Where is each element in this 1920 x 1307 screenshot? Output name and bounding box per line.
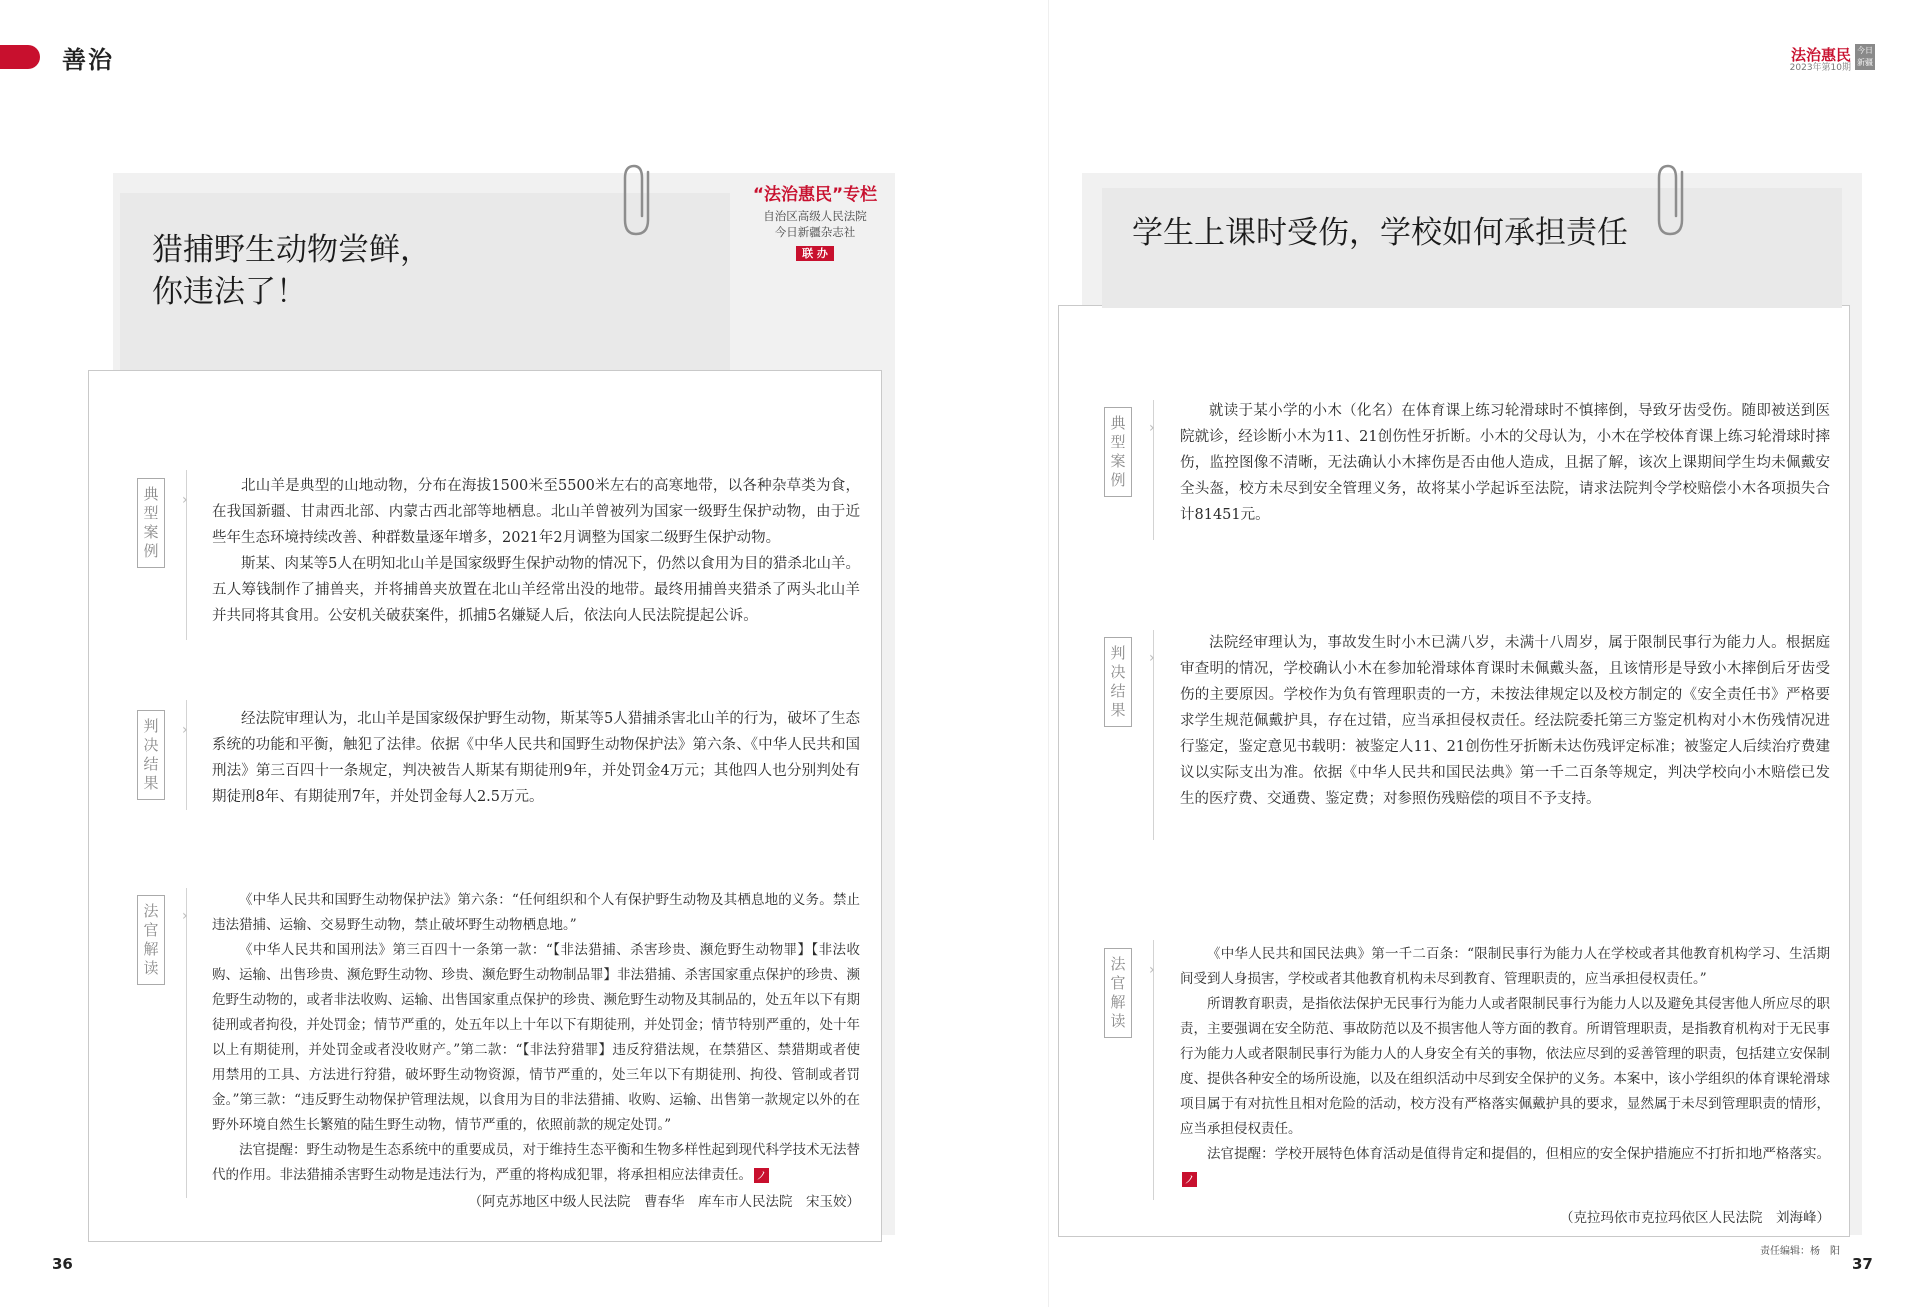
left-article-title-line1: 猎捕野生动物尝鲜， [152, 232, 431, 268]
magazine-issue: 2023年第10期 [1789, 63, 1851, 73]
article-end-mark: ノ [1184, 1173, 1195, 1186]
magazine-name: 法治惠民 [1790, 46, 1851, 64]
column-info-title: “法治惠民”专栏 [752, 185, 878, 205]
column-info [740, 180, 890, 261]
left-case-paragraph: 北山羊是典型的山地动物，分布在海拔1500米至5500米左右的高寒地带，以各种杂草类为食，在我国新疆、甘肃西北部、内蒙古西北部等地栖息。北山羊曾被列为国家一级野生保护动物，由于近些年生态环境持续改善、种群数量逐年增多，2021年2月调整为国家二级野生保护动物。 [212, 478, 860, 546]
left-page-number: 36 [52, 1255, 73, 1273]
column-info-org1: 自治区高级人民法院 [763, 209, 867, 223]
magazine-logo-line1: 今日 [1857, 46, 1873, 55]
right-signature: （克拉玛依市克拉玛依区人民法院 刘海峰） [1560, 1210, 1830, 1226]
left-judge-paragraph: 《中华人民共和国野生动物保护法》第六条：“任何组织和个人有保护野生动物及其栖息地的义务。禁止违法猎捕、运输、交易野生动物，禁止破坏野生动物栖息地。” [212, 892, 860, 933]
left-label-case: 典型案例 [137, 478, 165, 568]
left-label-line-verdict [186, 700, 187, 810]
left-label-verdict: 判决结果 [137, 710, 165, 800]
magazine-logo-line2: 新疆 [1857, 58, 1873, 67]
chevron-right-icon: › [1149, 962, 1155, 978]
right-title-box [1102, 188, 1842, 308]
left-judge-tip [212, 1138, 860, 1188]
left-verdict-paragraph: 经法院审理认为，北山羊是国家级保护野生动物，斯某等5人猎捕杀害北山羊的行为，破坏了生态系统的功能和平衡，触犯了法律。依据《中华人民共和国野生动物保护法》第六条、《中华人民共和国刑法》第三百四十一条规定，判决被告人斯某有期徒刑9年，并处罚金4万元；其他四人也分别判处有期徒刑8年、有期徒刑7年，并处罚金每人2.5万元。 [212, 711, 860, 805]
left-judge-tip-text: 法官提醒：野生动物是生态系统中的重要成员，对于维持生态平衡和生物多样性起到现代科学技术无法替代的作用。非法猎捕杀害野生动物是违法行为，严重的将构成犯罪，将承担相应法律责任。 [212, 1142, 860, 1183]
right-label-case: 典型案例 [1104, 407, 1132, 497]
left-judge-section [212, 888, 860, 1210]
section-title: 善治 [62, 45, 114, 74]
magazine-logo [1855, 44, 1875, 70]
left-case-section [212, 473, 860, 629]
right-judge-section [1180, 942, 1830, 1226]
column-info-badge: 联 办 [796, 246, 834, 261]
left-label-line-judge [186, 888, 187, 1198]
right-label-judge: 法官解读 [1104, 948, 1132, 1038]
right-case-paragraph: 就读于某小学的小木（化名）在体育课上练习轮滑球时不慎摔倒，导致牙齿受伤。随即被送到医院就诊，经诊断小木为11、21创伤性牙折断。小木的父母认为，小木在学校体育课上练习轮滑球时摔伤，监控图像不清晰，无法确认小木摔伤是否由他人造成，且据了解，该次上课期间学生均未佩戴安全头盔，校方未尽到安全管理义务，故将某小学起诉至法院，请求法院判令学校赔偿小木各项损失合计81451元。 [1180, 403, 1830, 523]
right-verdict-section [1180, 630, 1830, 812]
right-page-number: 37 [1852, 1255, 1873, 1273]
right-judge-tip [1180, 1142, 1830, 1192]
left-case-paragraph: 斯某、肉某等5人在明知北山羊是国家级野生保护动物的情况下，仍然以食用为目的猎杀北山羊。五人筹钱制作了捕兽夹，并将捕兽夹放置在北山羊经常出没的地带。最终用捕兽夹猎杀了两头北山羊并共同将其食用。公安机关破获案件，抓捕5名嫌疑人后，依法向人民法院提起公诉。 [212, 556, 860, 624]
chevron-right-icon: › [182, 722, 188, 738]
paperclip-icon [620, 160, 660, 245]
right-verdict-paragraph: 法院经审理认为，事故发生时小木已满八岁，未满十八周岁，属于限制民事行为能力人。根据庭审查明的情况，学校确认小木在参加轮滑球体育课时未佩戴头盔，且该情形是导致小木摔倒后牙齿受伤的主要原因。学校作为负有管理职责的一方，未按法律规定以及校方制定的《安全责任书》严格要求学生规范佩戴护具，存在过错，应当承担侵权责任。经法院委托第三方鉴定机构对小木伤残情况进行鉴定，鉴定意见书载明：被鉴定人11、21创伤性牙折断未达伤残评定标准；被鉴定人后续治疗费建议以实际支出为准。依据《中华人民共和国民法典》第一千二百条等规定，判决学校向小木赔偿已发生的医疗费、交通费、鉴定费；对参照伤残赔偿的项目不予支持。 [1180, 635, 1830, 807]
left-label-judge: 法官解读 [137, 895, 165, 985]
left-article-title-line2: 你违法了！ [152, 274, 307, 310]
article-end-mark: ノ [756, 1169, 767, 1182]
column-info-org2: 今日新疆杂志社 [774, 225, 856, 239]
left-verdict-section [212, 706, 860, 810]
editor-credit: 责任编辑：杨 阳 [1760, 1246, 1840, 1257]
right-label-line-judge [1153, 940, 1154, 1200]
right-case-section [1180, 398, 1830, 528]
paperclip-icon [1654, 160, 1694, 245]
right-judge-paragraph: 所谓教育职责，是指依法保护无民事行为能力人或者限制民事行为能力人以及避免其侵害他人所应尽的职责，主要强调在安全防范、事故防范以及不损害他人等方面的教育。所谓管理职责，是指教育机构对于无民事行为能力人或者限制民事行为能力人的人身安全有关的事物，依法应尽到的妥善管理的职责，包括建立安保制度、提供各种安全的场所设施，以及在组织活动中尽到安全保护的义务。本案中，该小学组织的体育课轮滑球项目属于有对抗性且相对危险的活动，校方没有严格落实佩戴护具的要求，显然属于未尽到管理职责的情形，应当承担侵权责任。 [1180, 996, 1830, 1137]
left-judge-paragraph: 《中华人民共和国刑法》第三百四十一条第一款：“【非法猎捕、杀害珍贵、濒危野生动物罪】【非法收购、运输、出售珍贵、濒危野生动物、珍贵、濒危野生动物制品罪】非法猎捕、杀害国家重点保护的珍贵、濒危野生动物的，或者非法收购、运输、出售国家重点保护的珍贵、濒危野生动物及其制品的，处五年以下有期徒刑或者拘役，并处罚金；情节严重的，处五年以上十年以下有期徒刑，并处罚金；情节特别严重的，处十年以上有期徒刑，并处罚金或者没收财产。”第二款：“【非法狩猎罪】违反狩猎法规，在禁猎区、禁猎期或者使用禁用的工具、方法进行狩猎，破坏野生动物资源，情节严重的，处三年以下有期徒刑、拘役、管制或者罚金。”第三款：“违反野生动物保护管理法规，以食用为目的非法猎捕、收购、运输、出售第一款规定以外的在野外环境自然生长繁殖的陆生野生动物，情节严重的，依照前款的规定处罚。” [212, 942, 860, 1133]
right-judge-paragraph: 《中华人民共和国民法典》第一千二百条：“限制民事行为能力人在学校或者其他教育机构学习、生活期间受到人身损害，学校或者其他教育机构未尽到教育、管理职责的，应当承担侵权责任。” [1180, 946, 1830, 987]
right-label-verdict: 判决结果 [1104, 637, 1132, 727]
right-article-title: 学生上课时受伤，学校如何承担责任 [1132, 215, 1628, 251]
chevron-right-icon: › [182, 492, 188, 508]
right-judge-tip-text: 法官提醒：学校开展特色体育活动是值得肯定和提倡的，但相应的安全保护措施应不打折扣地严格落实。 [1207, 1146, 1830, 1162]
page-spread-divider [1048, 0, 1049, 1307]
section-tab-marker [0, 45, 40, 69]
left-signature: （阿克苏地区中级人民法院 曹春华 库车市人民法院 宋玉姣） [468, 1194, 860, 1210]
chevron-right-icon: › [182, 908, 188, 924]
chevron-right-icon: › [1149, 420, 1155, 436]
chevron-right-icon: › [1149, 650, 1155, 666]
